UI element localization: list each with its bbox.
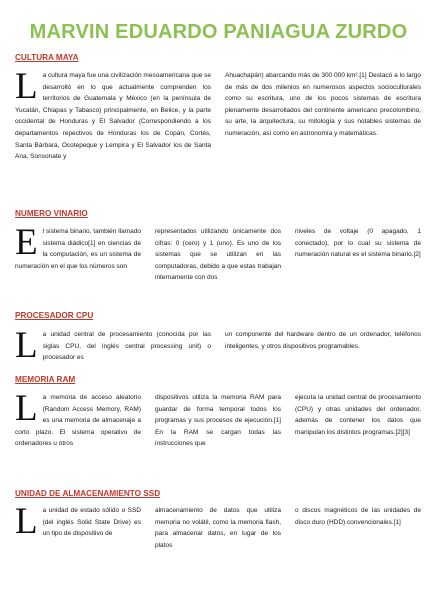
paragraph-text: dispositivos utiliza la memoria RAM para guardar de forma temporal todos los programas y sus procesos de ejecución.[1] En la RAM se cargan todas las instrucciones que — [155, 394, 281, 448]
section-column — [15, 70, 211, 163]
section-numero-vinario — [15, 226, 421, 284]
section-unidad-ssd — [15, 505, 421, 551]
drop-cap: L — [15, 329, 38, 364]
drop-cap: L — [15, 392, 38, 429]
paragraph-text: Ahuachapán) abarcando más de 300 000 km².[1] Destacó a lo largo de más de dos milenios en numerosos aspectos socioculturales como su escritura, uno de los pocos sistemas de escritura plenamente desarrollados del continente americano precolombino, su arte, la arquitectura, su mitología y sus notables sistemas de numeración, así como en astronomía y matemáticas. — [225, 72, 421, 137]
heading-numero-vinario: NUMERO VINARIO — [15, 209, 88, 218]
paragraph-text: l sistema binario, también llamado sistema diádico[1] en ciencias de la computación, es un sistema de numeración en el que los números son — [15, 228, 141, 270]
section-column — [225, 329, 421, 364]
document-title: MARVIN EDUARDO PANIAGUA ZURDO — [29, 21, 408, 43]
section-column — [225, 70, 421, 163]
section-procesador-cpu — [15, 329, 421, 364]
paragraph-text: representados utilizando únicamente dos cifras: 0 (cero) y 1 (uno). Es uno de los sistemas que se utilizan en las computadoras, debido a que estas trabajan internamente con dos — [155, 228, 281, 282]
section-column — [15, 329, 211, 364]
paragraph-text: o discos magnéticos de las unidades de disco duro (HDD) convencionales.[1] — [295, 507, 421, 526]
heading-cultura-maya: CULTURA MAYA — [15, 53, 79, 62]
section-column — [15, 226, 141, 284]
paragraph-text: un componente del hardware dentro de un ordenador, teléfonos inteligentes, y otros dispositivos programables. — [225, 331, 421, 350]
section-column — [155, 226, 281, 284]
drop-cap: L — [15, 70, 38, 107]
paragraph-text: niveles de voltaje (0 apagado, 1 conectado), por lo cual su sistema de numeración natural es el sistema binario.[2] — [295, 228, 421, 259]
drop-cap: E — [15, 226, 38, 263]
section-column — [155, 505, 281, 551]
paragraph-text: a unidad central de procesamiento (conocida por las siglas CPU, del inglés central processing unit) o procesador es — [42, 331, 211, 362]
section-memoria-ram — [15, 392, 421, 450]
heading-memoria-ram: MEMORIA RAM — [15, 375, 76, 384]
heading-unidad-ssd: UNIDAD DE ALMACENAMIENTO SSD — [15, 489, 161, 498]
paragraph-text: a unidad de estado sólido o SSD (del inglés Solid State Drive) es un tipo de dispositivo de — [42, 507, 141, 538]
paragraph-text: a cultura maya fue una civilización mesoamericana que se desarrolló en lo que actualmente comprenden los territorios de Guatemala y México (en la península de Yucatán, Chiapas y Tabasco) principalmente, en Belice, y la parte occidental de Honduras y El Salvador (Correspondiendo a los departamentos repectivos de Honduras los de Copán, Cortés, Santa Bárbara, Ocotepeque y Lempira y El Salvador los de Santa Ana, Sonsonate y — [15, 72, 211, 161]
heading-procesador-cpu: PROCESADOR CPU — [15, 311, 94, 320]
section-column — [295, 505, 421, 551]
section-column — [155, 392, 281, 450]
section-column — [15, 392, 141, 450]
section-column — [295, 226, 421, 284]
section-cultura-maya — [15, 70, 421, 163]
section-column — [15, 505, 141, 551]
drop-cap: L — [15, 505, 38, 542]
paragraph-text: a memoria de acceso aleatorio (Random Access Memory, RAM) es una memoria de almacenaje a corto plazo. El sistema operativo de ordenadores u otros — [15, 394, 141, 448]
section-column — [295, 392, 421, 450]
paragraph-text: almacenamiento de datos que utiliza memoria no volátil, como la memoria flash, para almacenar datos, en lugar de los platos — [155, 507, 281, 549]
paragraph-text: ejecuta la unidad central de procesamiento (CPU) y otras unidades del ordenador, además de contener los datos que manipulan los distintos programas.[2][3] — [295, 394, 421, 436]
